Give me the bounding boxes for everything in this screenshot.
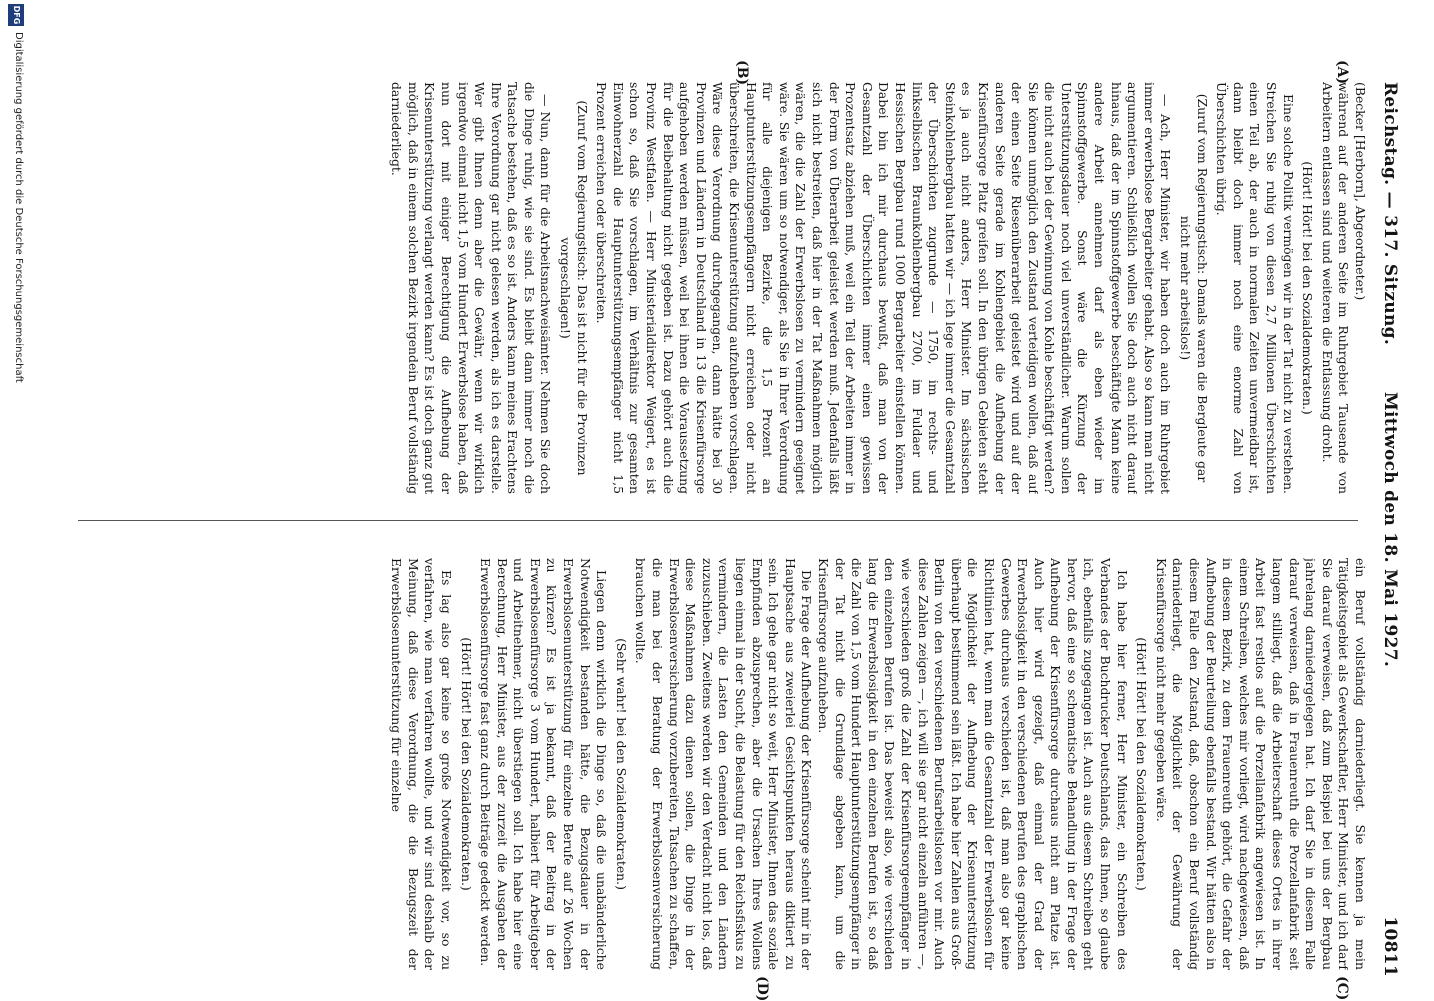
paragraph: — Ach, Herr Minister, wir haben doch auch im Ruhrgebiet immer erwerbslose Bergarbeiter gehabt. Also so kann man nicht argumentieren. Schließlich wollen Sie doch auch nicht darauf hinaus, daß der im Spinnstoffgewerbe beschäftigte Mann keine andere Arbeit annehmen darf als eben wieder im Spinnstoffgewerbe. Sonst wäre die Kürzung der Unterstützungsdauer noch viel unverständlicher. Warum sollen die nicht auch bei der Gewinnung von Kohle beschäftigt werden? Sie können unmöglich den Zustand verteidigen wollen, daß auf der einen Seite Riesenüberarbeit geleistet wird und auf der anderen Seite gerade im Kohlengebiet die Aufhebung der Krisenfürsorge Platz greifen soll. In den übrigen Gebieten steht es ja auch nicht anders, Herr Minister. Im sächsischen Steinkohlenbergbau hatten wir — ich lege immer die Gesamtzahl der Überschichten zugrunde — 1750, im rechts- und linkselbischen Braunkohlenbergbau 2700, im Fuldaer und Hessischen Bergbau rund 1000 Bergarbeiter einstellen können. Dabei bin ich mir durchaus bewußt, daß man von der Gesamtzahl der Überschichten immer einen gewissen Prozentsatz abziehen muß, weil ein Teil der Arbeiten immer in der Form von Überarbeit geleistet werden muß. Jedenfalls läßt sich nicht bestreiten, daß hier in der Tat Maßnahmen möglich wären, die die Zahl der Erwerbslosen zu vermindern geeignet wäre. Sie wären um so notwendiger, als Sie in Ihrer Verordnung für alle diejenigen Bezirke, die 1,5 Prozent an Hauptunterstützungsempfängern nicht erreichen oder nicht überschreiten, die Krisenunterstützung aufzuheben vorschlagen. Wäre diese Verordnung durchgegangen, dann hätte bei 30 Provinzen und Ländern in Deutschland in 13 die Krisenfürsorge aufgehoben werden müssen, weil bei ihnen die Voraussetzung für die Beibehaltung nicht gegeben ist. Dazu gehört auch die Provinz Westfalen. — Herr Ministerialdirektor Weigert, es ist schon so, daß Sie vorschlagen, im Verhältnis zur gesamten Einwohnerzahl die Hauptunterstützungsempfänger nicht 1,5 Prozent erreichen oder überschreiten. bbox=[594, 82, 1174, 494]
interjection: (Sehr wahr! bei den Sozialdemokraten.) bbox=[613, 638, 629, 890]
margin-mark-c: (C) bbox=[1334, 976, 1350, 1001]
header-left: Reichstag. — 317. Sitzung. bbox=[1380, 82, 1400, 346]
paragraph: während auf der anderen Seite im Ruhrgebiet Tausende von Arbeitern entlassen sind und weiteren die Entlassung droht. bbox=[1319, 82, 1352, 494]
interjection: (Hört! Hört! bei den Sozialdemokraten.) bbox=[458, 637, 474, 891]
interjection: (Hört! Hört! bei den Sozialdemokraten.) bbox=[1300, 161, 1316, 415]
margin-mark-b: (B) bbox=[734, 60, 750, 86]
interjection: (Zuruf vom Regierungstisch: Damals waren die Bergleute gar nicht mehr arbeitslos!) bbox=[1178, 93, 1210, 483]
speaker-line: (Becker [Herborn], Abgeordneter.) bbox=[1353, 82, 1368, 301]
dfg-logo: DFG bbox=[8, 4, 24, 26]
left-column bbox=[73, 82, 1368, 494]
right-column bbox=[73, 558, 1368, 970]
column-divider bbox=[78, 520, 1358, 521]
paragraph: Die Frage der Aufhebung der Krisenfürsorge scheint mir in der Hauptsache aus zweierlei Gesichtspunkten heraus diktiert zu sein. Ich gehe gar nicht so weit, Herr Minister, Ihnen das soziale Empfinden abzusprechen, aber die Ursachen Ihres Wollens liegen einmal in der Sucht, die Belastung für den Reichsfiskus zu vermindern, die Lasten den Gemeinden und den Ländern zuzuschieben. Zweitens werden wir den Verdacht nicht los, daß diese Maßnahmen dazu dienen sollen, die Dinge in der Erwerbslosenversicherung vorzubereiten, Tatsachen zu schaffen, die man bei der Beratung der Erwerbslosenversicherung brauchen wollte. bbox=[633, 558, 815, 970]
paragraph: Eine solche Politik vermögen wir in der Tat nicht zu verstehen. Streichen Sie ruhig von diesen 2,7 Millionen Überschichten einen Teil ab, der auch in normalen Zeiten unvermeidbar ist, dann bleibt doch immer noch eine enorme Zahl von Überschichten übrig. bbox=[1214, 82, 1296, 494]
paragraph: — Nun, dann für die Arbeitsnachweisämter. Nehmen Sie doch die Dinge ruhig, wie sie sind. Es bleibt dann immer noch die Tatsache bestehen, daß es so ist. Anders kann meines Erachtens Ihre Verordnung gar nicht gelesen werden, als ich es darstelle. Wer gibt Ihnen denn aber die Gewähr, wenn wir wirklich irgendwo einmal nicht 1,5 vom Hundert Erwerbslose haben, daß nun dort mit einiger Berechtigung die Aufhebung der Krisenunterstützung verlangt werden kann? Es ist doch ganz gut möglich, daß in einem solchen Bezirk irgendein Beruf vollständig darniederliegt. bbox=[389, 82, 554, 494]
page-number: 10811 bbox=[1380, 916, 1400, 977]
interjection: (Zuruf vom Regierungstisch: Das ist nicht für die Provinzen vorgeschlagen!) bbox=[558, 100, 590, 476]
digitization-footer bbox=[4, 0, 26, 1000]
margin-mark-d: (D) bbox=[754, 976, 770, 1001]
paragraph: Liegen denn wirklich die Dinge so, daß die unabänderliche Notwendigkeit bestanden hätte, die Bezugsdauer in der Erwerbslosenunterstützung für einzelne Berufe auf 26 Wochen zu kürzen? Es ist ja bekannt, daß der Beitrag in der Erwerbslosenfürsorge 3 vom Hundert, halbiert für Arbeitgeber und Arbeitnehmer, nicht überstiegen soll. Ich habe hier eine Berechnung, Herr Minister, aus der zurzeit die Ausgaben der Erwerbslosenfürsorge fast ganz durch Beiträge gedeckt werden. bbox=[478, 558, 610, 970]
digitization-credit: Digitalisierung gefördert durch die Deutsche Forschungsgemeinschaft bbox=[13, 32, 24, 383]
margin-mark-a: (A) bbox=[1334, 60, 1350, 85]
paragraph: Es lag also gar keine so große Notwendigkeit vor, so zu verfahren, wie man verfahren wollte, und wir sind deshalb der Meinung, daß diese Verordnung, die die Bezugszeit der Erwerbslosenunterstützung für einzelne bbox=[389, 558, 454, 970]
page-header bbox=[1374, 82, 1400, 977]
paragraph: ein Beruf vollständig darniederliegt. Sie kennen ja mein Tätigkeitsgebiet als Gewerkschaftler, Herr Minister, und ich darf Sie darauf verweisen, daß zum Beispiel bei uns der Bergbau jahrelang darniedergelegen hat. Ich darf Sie in diesem Falle darauf verweisen, daß in Frauenreuth die Porzellanfabrik seit langem stilliegt, daß die Arbeiterschaft dieses Ortes in ihrer Arbeit fast restlos auf die Porzellanfabrik angewiesen ist. In einem Schreiben, welches mir vorliegt, wird nachgewiesen, daß in diesem Bezirk, zu dem Frauenreuth gehört, die Gefahr der Aufhebung der Beurteilung ebenfalls bestand. Wir hätten also in diesem Falle den Zustand, daß, obschon ein Beruf vollständig darniederliegt, die Möglichkeit der Gewährung der Krisenfürsorge nicht mehr gegeben wäre. bbox=[1153, 558, 1368, 970]
header-date: Mittwoch den 18. Mai 1927. bbox=[1380, 391, 1400, 668]
paragraph: Ich habe hier ferner, Herr Minister, ein Schreiben des Verbandes der Buchdrucker Deutschlands, das Ihnen, so glaube ich, ebenfalls zugegangen ist. Auch aus diesem Schreiben geht hervor, daß eine so schematische Behandlung in der Frage der Aufhebung der Krisenfürsorge durchaus nicht am Platze ist. Auch hier wird gezeigt, daß einmal der Grad der Erwerbslosigkeit in den verschiedenen Berufen des graphischen Gewerbes durchaus verschieden ist, daß man also gar keine Richtlinien hat, wenn man die Gesamtzahl der Erwerbslosen für die Möglichkeit der Aufhebung der Krisenunterstützung überhaupt bestimmend sein läßt. Ich habe hier Zahlen aus Groß-Berlin von den verschiedenen Berufsarbeitslosen vor mir. Auch diese Zahlen zeigen —, ich will sie gar nicht einzeln anführen —, wie verschieden groß die Zahl der Krisenfürsorgeempfänger in den einzelnen Berufen ist. Das beweist also, wie verschieden lang die Erwerbslosigkeit in den einzelnen Berufen ist, so daß die Zahl von 1,5 vom Hundert Hauptunterstützungsempfänger in der Tat nicht die Grundlage abgeben kann, um die Krisenfürsorge aufzuheben. bbox=[816, 558, 1130, 970]
interjection: (Hört! Hört! bei den Sozialdemokraten.) bbox=[1134, 637, 1150, 891]
